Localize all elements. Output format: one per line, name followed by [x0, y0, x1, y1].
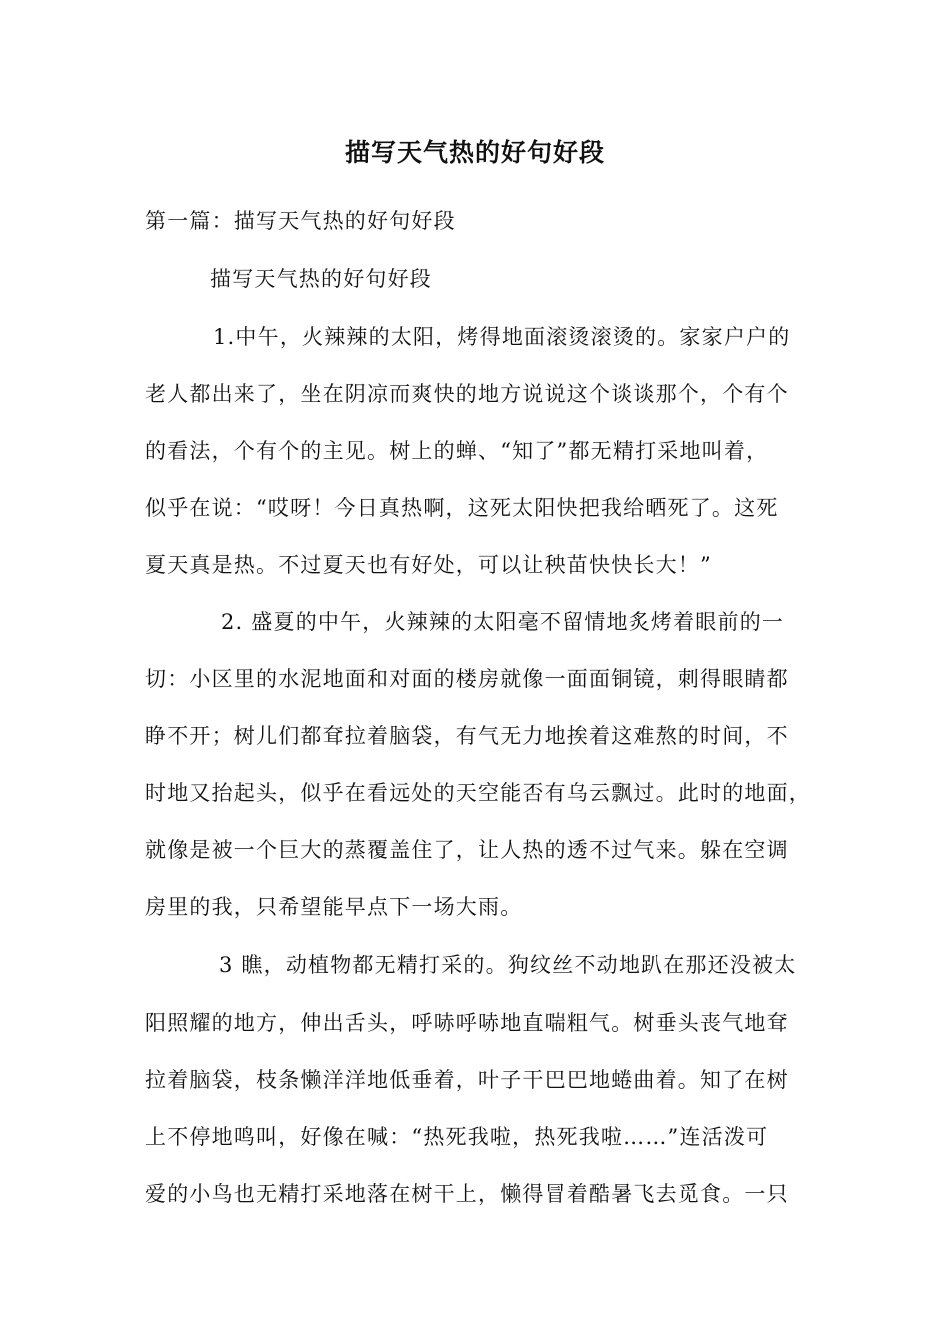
sub-heading: 描写天气热的好句好段: [210, 267, 432, 291]
paragraph-line: 时地又抬起头，似乎在看远处的天空能否有乌云飘过。此时的地面，: [145, 781, 811, 805]
paragraph-line: 睁不开；树儿们都耷拉着脑袋，有气无力地挨着这难熬的时间，不: [145, 724, 789, 748]
paragraph-line: 房里的我，只希望能早点下一场大雨。: [145, 895, 523, 919]
section-heading: 第一篇：描写天气热的好句好段: [145, 209, 456, 233]
paragraph-line: 2. 盛夏的中午，火辣辣的太阳毫不留情地炙烤着眼前的一: [221, 610, 785, 634]
paragraph-line: 爱的小鸟也无精打采地落在树干上，懒得冒着酷暑飞去觅食。一只: [145, 1182, 789, 1206]
paragraph-line: 切：小区里的水泥地面和对面的楼房就像一面面铜镜，刺得眼睛都: [145, 667, 789, 691]
paragraph-line: 似乎在说：“哎呀！今日真热啊，这死太阳快把我给晒死了。这死: [145, 496, 779, 520]
paragraph-line: 3 瞧，动植物都无精打采的。狗纹丝不动地趴在那还没被太: [219, 953, 797, 977]
paragraph-line: 拉着脑袋，枝条懒洋洋地低垂着，叶子干巴巴地蜷曲着。知了在树: [145, 1068, 789, 1092]
paragraph-line: 的看法，个有个的主见。树上的蝉、“知了”都无精打采地叫着，: [145, 439, 769, 463]
paragraph-line: 老人都出来了，坐在阴凉而爽快的地方说说这个谈谈那个，个有个: [145, 382, 789, 406]
paragraph-line: 就像是被一个巨大的蒸覆盖住了，让人热的透不过气来。躲在空调: [145, 838, 789, 862]
paragraph-line: 阳照耀的地方，伸出舌头，呼哧呼哧地直喘粗气。树垂头丧气地耷: [145, 1011, 789, 1035]
document-title: 描写天气热的好句好段: [344, 138, 605, 167]
paragraph-line: 夏天真是热。不过夏天也有好处，可以让秧苗快快长大！”: [145, 553, 712, 577]
paragraph-line: 1.中午，火辣辣的太阳，烤得地面滚烫滚烫的。家家户户的: [213, 325, 791, 349]
paragraph-line: 上不停地鸣叫，好像在喊：“热死我啦，热死我啦……”连活泼可: [145, 1125, 769, 1149]
